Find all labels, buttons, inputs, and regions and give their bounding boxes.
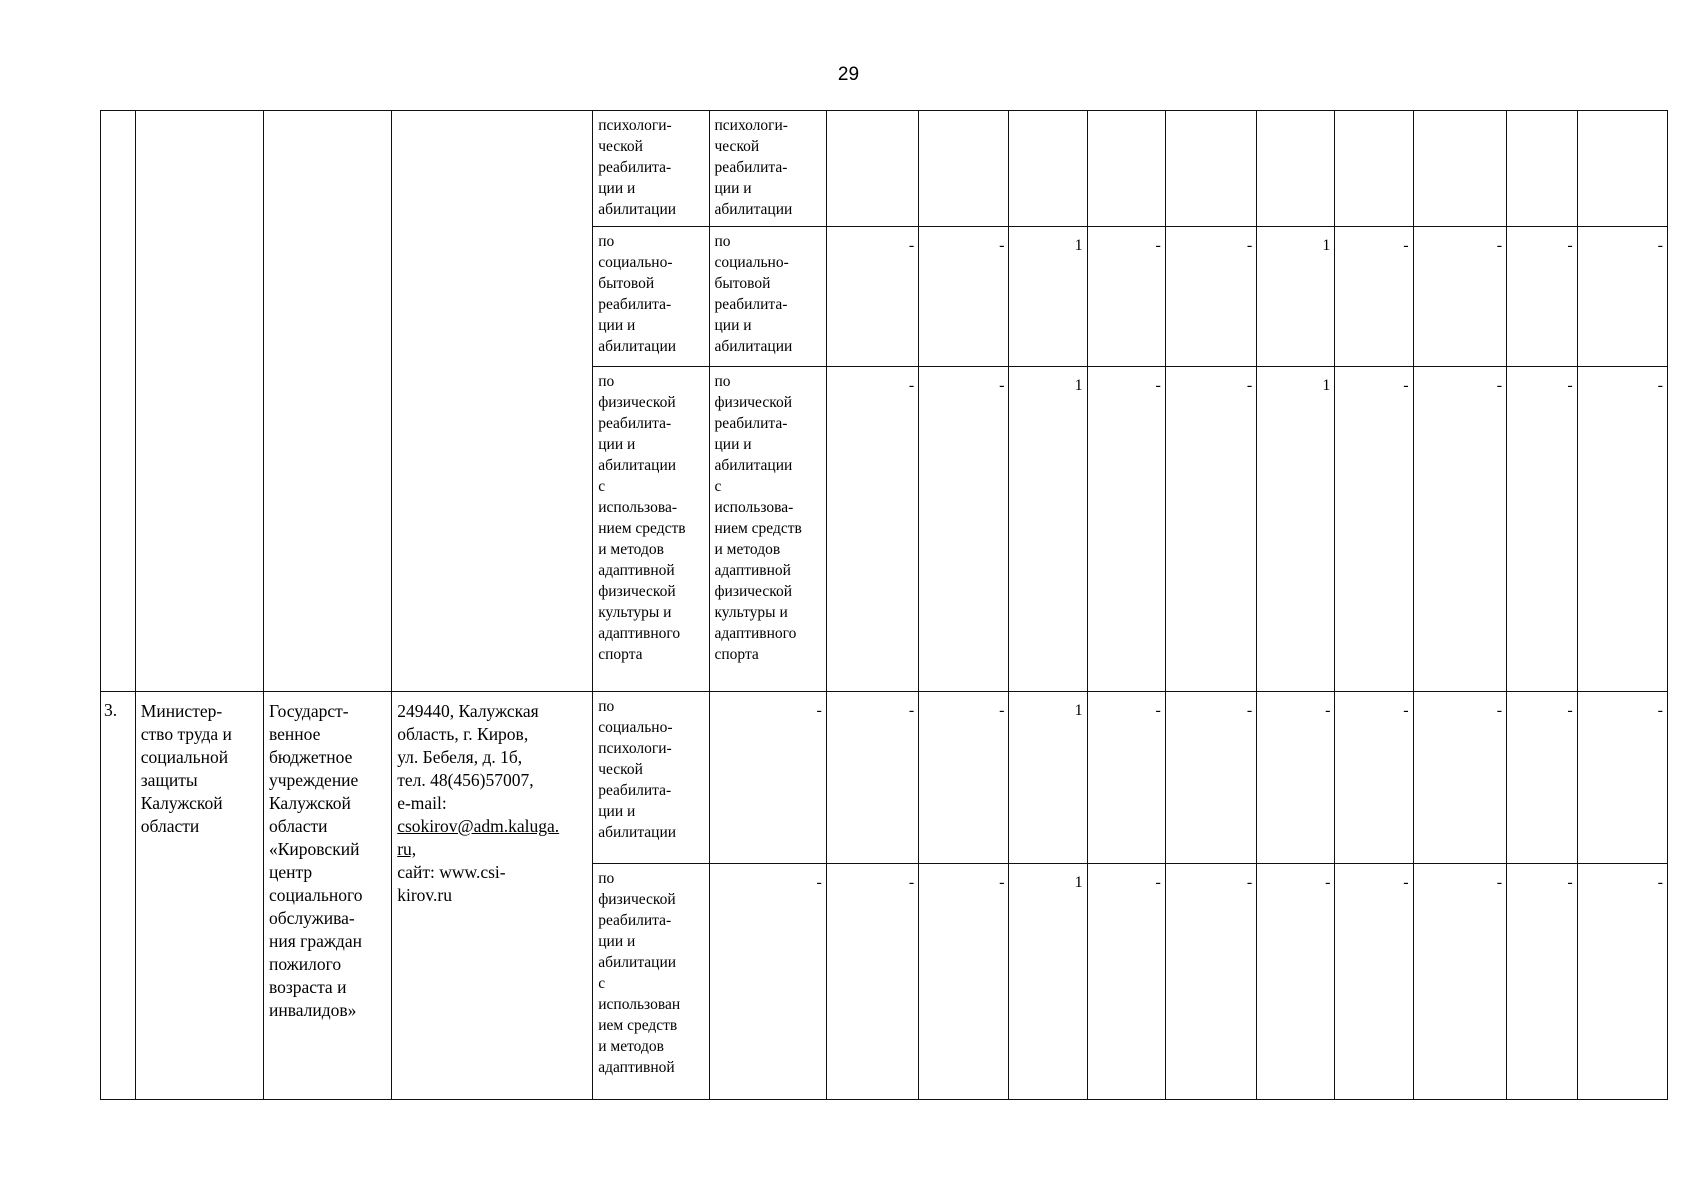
value-cell: - xyxy=(1257,691,1335,864)
value-cell xyxy=(919,111,1009,227)
value-cell: - xyxy=(919,226,1009,366)
table-row xyxy=(101,111,1668,227)
value-cell: - xyxy=(1257,864,1335,1100)
services-table xyxy=(100,110,1668,1100)
value-cell: - xyxy=(1413,226,1506,366)
value-cell xyxy=(1335,111,1413,227)
service-type-cell: по физической реабилита- ции и абилитации с использован ием средств и методов адаптивной xyxy=(593,864,709,1100)
value-cell: 1 xyxy=(1009,691,1087,864)
service-type-cell: по физической реабилита- ции и абилитации с использова- нием средств и методов адаптивной физической культуры и адаптивного спорта xyxy=(593,366,709,691)
service-type-cell: по социально- психологи- ческой реабилита- ции и абилитации xyxy=(593,691,709,864)
value-cell: - xyxy=(1165,226,1256,366)
value-cell: 1 xyxy=(1009,226,1087,366)
index-cell xyxy=(101,111,136,692)
value-cell: - xyxy=(1165,691,1256,864)
value-cell: - xyxy=(1165,864,1256,1100)
value-cell: - xyxy=(1087,864,1165,1100)
value-cell: - xyxy=(919,366,1009,691)
value-cell xyxy=(1257,111,1335,227)
value-cell: - xyxy=(919,864,1009,1100)
value-cell: - xyxy=(919,691,1009,864)
value-cell: - xyxy=(1413,864,1506,1100)
value-cell: - xyxy=(826,864,918,1100)
index-cell: 3. xyxy=(101,691,136,1099)
ministry-cell xyxy=(135,111,263,692)
value-cell: - xyxy=(826,691,918,864)
value-cell: - xyxy=(1577,366,1667,691)
value-cell xyxy=(1507,111,1578,227)
value-cell: - xyxy=(1507,691,1578,864)
service-type-cell: по социально- бытовой реабилита- ции и абилитации xyxy=(709,226,826,366)
value-cell: - xyxy=(1413,366,1506,691)
value-cell: - xyxy=(1335,864,1413,1100)
email-link[interactable]: csokirov@adm.kaluga. ru, xyxy=(397,815,560,859)
value-cell xyxy=(1165,111,1256,227)
value-cell: - xyxy=(1507,366,1578,691)
value-cell: - xyxy=(1335,691,1413,864)
value-cell: - xyxy=(1577,226,1667,366)
table-row xyxy=(101,691,1668,864)
value-cell: - xyxy=(1413,691,1506,864)
value-cell: - xyxy=(1335,226,1413,366)
value-cell xyxy=(826,111,918,227)
value-cell: - xyxy=(1335,366,1413,691)
value-cell xyxy=(1009,111,1087,227)
website-text: сайт: www.csi- kirov.ru xyxy=(397,861,506,905)
address-cell xyxy=(392,691,593,1099)
value-cell xyxy=(1413,111,1506,227)
value-cell: - xyxy=(1087,226,1165,366)
value-cell: - xyxy=(1577,864,1667,1100)
address-cell xyxy=(392,111,593,692)
value-cell: 1 xyxy=(1009,366,1087,691)
institution-cell xyxy=(263,111,391,692)
value-cell: - xyxy=(826,226,918,366)
institution-cell: Государст- венное бюджетное учреждение Калужской области «Кировский центр социального обслужива- ния граждан пожилого возраста и инвалидов» xyxy=(263,691,391,1099)
service-type-cell: психологи- ческой реабилита- ции и абилитации xyxy=(709,111,826,227)
value-cell: 1 xyxy=(1257,226,1335,366)
value-cell: - xyxy=(1087,366,1165,691)
service-type-cell: психологи- ческой реабилита- ции и абилитации xyxy=(593,111,709,227)
value-cell xyxy=(1577,111,1667,227)
value-cell xyxy=(1087,111,1165,227)
value-cell: - xyxy=(826,366,918,691)
service-type-cell: по физической реабилита- ции и абилитации с использова- нием средств и методов адаптивной физической культуры и адаптивного спорта xyxy=(709,366,826,691)
value-cell: - xyxy=(1165,366,1256,691)
value-cell: - xyxy=(1087,691,1165,864)
value-cell: - xyxy=(1577,691,1667,864)
value-cell: - xyxy=(709,864,826,1100)
value-cell: - xyxy=(1507,226,1578,366)
service-type-cell: по социально- бытовой реабилита- ции и абилитации xyxy=(593,226,709,366)
value-cell: 1 xyxy=(1009,864,1087,1100)
address-text: 249440, Калужская область, г. Киров, ул. Бебеля, д. 1б, тел. 48(456)57007, e-mail: xyxy=(397,700,539,813)
value-cell: - xyxy=(1507,864,1578,1100)
value-cell: 1 xyxy=(1257,366,1335,691)
page-number: 29 xyxy=(837,64,860,85)
ministry-cell: Министер- ство труда и социальной защиты Калужской области xyxy=(135,691,263,1099)
value-cell: - xyxy=(709,691,826,864)
